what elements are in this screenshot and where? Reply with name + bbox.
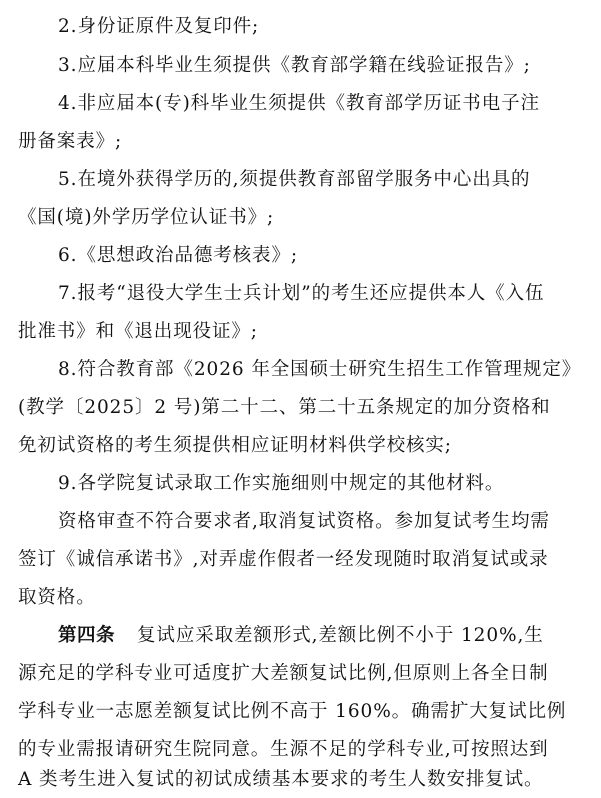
text-line-21 (0, 762, 601, 798)
line-text: 的专业需报请研究生院同意。生源不足的学科专业,可按照达到 (18, 739, 549, 760)
text-line-15 (0, 542, 601, 578)
line-text: 册备案表》; (18, 131, 123, 152)
text-line-18 (0, 656, 601, 692)
line-text: 6.《思想政治品德考核表》; (58, 245, 298, 266)
line-text: A 类考生进入复试的初试成绩基本要求的考生人数安排复试。 (18, 769, 544, 790)
line-text: 7.报考“退役大学生士兵计划”的考生还应提供本人《入伍 (58, 283, 545, 304)
line-text: 2.身份证原件及复印件; (58, 16, 260, 37)
text-line-9 (0, 314, 601, 350)
text-line-17 (0, 618, 601, 654)
text-line-16 (0, 580, 601, 616)
text-line-3 (0, 86, 601, 122)
line-text: (教学〔2025〕2 号)第二十二、第二十五条规定的加分资格和 (18, 397, 551, 418)
text-line-2 (0, 48, 601, 84)
line-text: 8.符合教育部《2026 年全国硕士研究生招生工作管理规定》 (58, 359, 582, 380)
text-line-12 (0, 428, 601, 464)
line-text: 批准书》和《退出现役证》; (18, 321, 258, 342)
line-text: 3.应届本科毕业生须提供《教育部学籍在线验证报告》; (58, 55, 531, 76)
text-line-5 (0, 162, 601, 198)
text-line-1 (0, 9, 601, 45)
line-text: 《国(境)外学历学位认证书》; (18, 207, 275, 228)
line-text: 源充足的学科专业可适度扩大差额复试比例,但原则上各全日制 (18, 663, 549, 684)
line-text: 学科专业一志愿差额复试比例不高于 160%。确需扩大复试比例 (18, 701, 567, 722)
text-line-8 (0, 276, 601, 312)
line-text: 取资格。 (18, 587, 96, 608)
text-line-19 (0, 694, 601, 730)
line-text: 资格审查不符合要求者,取消复试资格。参加复试考生均需 (58, 511, 550, 532)
text-line-11 (0, 390, 601, 426)
text-line-6 (0, 200, 601, 236)
text-line-14 (0, 504, 601, 540)
line-text: 免初试资格的考生须提供相应证明材料供学校核实; (18, 435, 452, 456)
line-text: 4.非应届本(专)科毕业生须提供《教育部学历证书电子注 (58, 93, 540, 114)
line-text: 9.各学院复试录取工作实施细则中规定的其他材料。 (58, 473, 505, 494)
line-text: 5.在境外获得学历的,须提供教育部留学服务中心出具的 (58, 169, 531, 190)
line-text: 签订《诚信承诺书》,对弄虚作假者一经发现随时取消复试或录 (18, 549, 549, 570)
line-text: 复试应采取差额形式,差额比例不小于 120%,生 (137, 625, 544, 646)
text-line-13 (0, 466, 601, 502)
text-line-7 (0, 238, 601, 274)
text-line-10 (0, 352, 601, 388)
article-heading: 第四条 (58, 625, 116, 646)
text-line-4 (0, 124, 601, 160)
